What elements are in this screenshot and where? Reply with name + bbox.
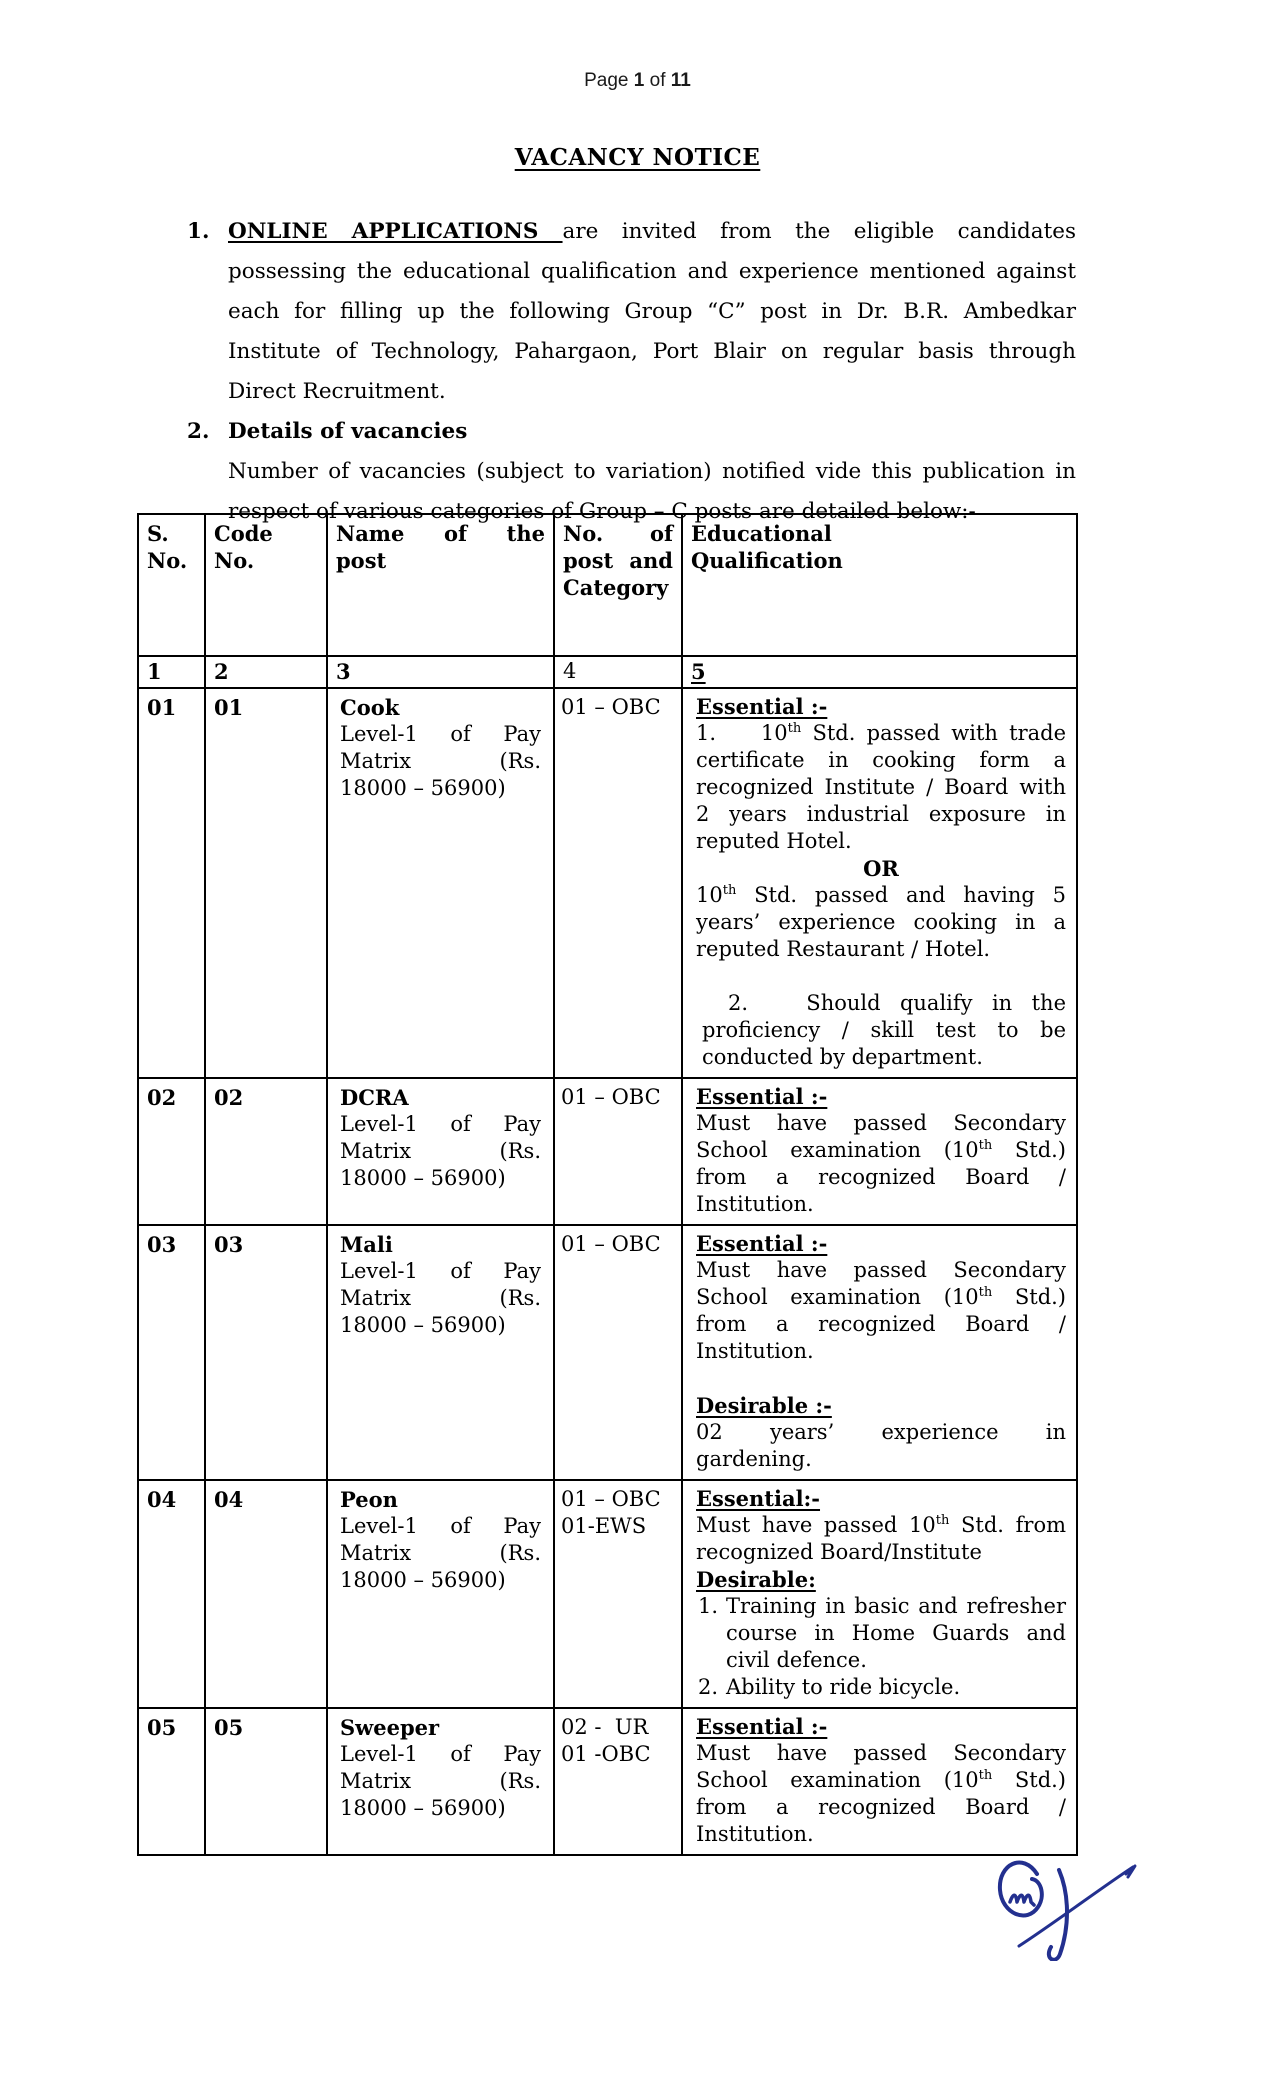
index-5: 5 bbox=[691, 659, 706, 684]
header-line: No. of bbox=[563, 521, 673, 546]
desirable-heading bbox=[696, 1566, 1066, 1593]
list-number: 2. bbox=[698, 1675, 719, 1699]
superscript: th bbox=[978, 1285, 993, 1300]
category-line: 01 -OBC bbox=[561, 1742, 651, 1766]
cell-post-name bbox=[327, 1708, 554, 1855]
header-line: Category bbox=[563, 575, 669, 600]
cell-code: 01 bbox=[205, 688, 327, 1078]
list-number: 1. bbox=[698, 1594, 719, 1618]
table-row-mali bbox=[138, 1225, 1077, 1480]
item-1-number: 1. bbox=[187, 219, 210, 244]
list-text: Training in basic and refresher course in Home Guards and civil defence. bbox=[726, 1594, 1066, 1672]
essential-label: Essential :- bbox=[696, 1231, 828, 1256]
item-1-paragraph bbox=[228, 212, 1076, 412]
pay-scale-line: Level-1 of Pay bbox=[340, 1514, 541, 1538]
qual-text: Std. passed and having 5 years’ experience cooking in a reputed Restaurant / Hotel. bbox=[696, 883, 1066, 961]
header-code bbox=[205, 514, 327, 656]
category-line: 01 – OBC bbox=[561, 1085, 661, 1109]
page-of: of bbox=[644, 70, 671, 91]
category-line: 01 – OBC bbox=[561, 695, 661, 719]
page-word: Page bbox=[584, 70, 634, 91]
online-applications-label: ONLINE APPLICATIONS bbox=[228, 219, 563, 244]
desirable-label: Desirable: bbox=[696, 1567, 816, 1592]
cell-sno: 02 bbox=[138, 1078, 205, 1225]
cell-code: 02 bbox=[205, 1078, 327, 1225]
header-line: No. bbox=[214, 548, 255, 573]
index-3: 3 bbox=[327, 656, 554, 688]
desirable-label: Desirable :- bbox=[696, 1393, 832, 1418]
qual-paragraph bbox=[696, 1257, 1066, 1365]
superscript: th bbox=[978, 1768, 993, 1783]
pay-scale-line: Matrix (Rs. bbox=[340, 1286, 541, 1310]
item-1 bbox=[187, 212, 1076, 412]
essential-label: Essential :- bbox=[696, 1084, 828, 1109]
essential-heading bbox=[696, 1713, 1066, 1740]
blank-line bbox=[696, 963, 1066, 990]
cell-sno: 05 bbox=[138, 1708, 205, 1855]
superscript: th bbox=[787, 721, 802, 736]
superscript: th bbox=[722, 883, 737, 898]
header-post-name bbox=[327, 514, 554, 656]
qual-text: Must have passed Secondary School examination (10 bbox=[696, 1111, 1066, 1162]
pay-scale-line: 18000 – 56900) bbox=[340, 1313, 506, 1337]
item-2-number: 2. bbox=[187, 419, 210, 444]
essential-label: Essential :- bbox=[696, 694, 828, 719]
page-total: 11 bbox=[670, 70, 691, 91]
pay-scale-line: Level-1 of Pay bbox=[340, 1259, 541, 1283]
post-name: Cook bbox=[340, 695, 400, 720]
pay-scale-line: Level-1 of Pay bbox=[340, 1112, 541, 1136]
category-line: 01 – OBC bbox=[561, 1487, 661, 1511]
qual-paragraph bbox=[696, 1512, 1066, 1566]
item-2-heading: Details of vacancies bbox=[228, 419, 468, 444]
qual-paragraph bbox=[696, 1110, 1066, 1218]
desirable-list-item bbox=[696, 1674, 1066, 1701]
pay-scale-line: Matrix (Rs. bbox=[340, 1541, 541, 1565]
superscript: th bbox=[978, 1138, 993, 1153]
header-line: Name of the bbox=[336, 521, 545, 546]
essential-heading bbox=[696, 1083, 1066, 1110]
pay-scale-line: Matrix (Rs. bbox=[340, 749, 541, 773]
column-index-row bbox=[138, 656, 1077, 688]
category-line: 01 – OBC bbox=[561, 1232, 661, 1256]
cell-qualification bbox=[682, 1480, 1077, 1708]
header-line: Qualification bbox=[691, 548, 843, 573]
cell-post-name bbox=[327, 1480, 554, 1708]
table-row-peon bbox=[138, 1480, 1077, 1708]
pay-scale-line: 18000 – 56900) bbox=[340, 776, 506, 800]
header-line: Code bbox=[214, 521, 273, 546]
pay-scale-line: Matrix (Rs. bbox=[340, 1769, 541, 1793]
cell-category bbox=[554, 1225, 682, 1480]
cell-qualification bbox=[682, 1708, 1077, 1855]
page-number bbox=[0, 70, 1275, 92]
vacancy-table bbox=[137, 513, 1078, 1856]
cell-code: 03 bbox=[205, 1225, 327, 1480]
index-2: 2 bbox=[205, 656, 327, 688]
header-line: Educational bbox=[691, 521, 832, 546]
essential-heading bbox=[696, 1230, 1066, 1257]
qual-text: Std.) from a recognized Board / Institution. bbox=[696, 1285, 1067, 1363]
cell-sno: 01 bbox=[138, 688, 205, 1078]
post-name: Mali bbox=[340, 1232, 393, 1257]
signature-icon bbox=[983, 1846, 1143, 1961]
superscript: th bbox=[935, 1513, 950, 1528]
pay-scale-line: Level-1 of Pay bbox=[340, 1742, 541, 1766]
qual-paragraph bbox=[696, 882, 1066, 963]
qual-text: 10 bbox=[696, 883, 723, 907]
qual-paragraph bbox=[696, 720, 1066, 855]
qual-text: Must have passed Secondary School examination (10 bbox=[696, 1741, 1066, 1792]
table-header-row bbox=[138, 514, 1077, 656]
qual-paragraph: 2. Should qualify in the proficiency / skill test to be conducted by department. bbox=[702, 991, 1066, 1069]
table-row-sweeper bbox=[138, 1708, 1077, 1855]
cell-sno: 03 bbox=[138, 1225, 205, 1480]
cell-category bbox=[554, 1480, 682, 1708]
category-line: 02 - UR bbox=[561, 1715, 649, 1739]
cell-code: 05 bbox=[205, 1708, 327, 1855]
pay-scale-line: 18000 – 56900) bbox=[340, 1568, 506, 1592]
header-line: post and bbox=[563, 548, 673, 573]
post-name: Peon bbox=[340, 1487, 398, 1512]
cell-qualification bbox=[682, 1225, 1077, 1480]
index-4: 4 bbox=[554, 656, 682, 688]
cell-post-name bbox=[327, 688, 554, 1078]
header-sno bbox=[138, 514, 205, 656]
header-line: S. bbox=[147, 521, 169, 546]
signature bbox=[983, 1846, 1143, 1961]
header-qualification bbox=[682, 514, 1077, 656]
table-row-dcra bbox=[138, 1078, 1077, 1225]
desirable-heading bbox=[696, 1392, 1066, 1419]
cell-sno: 04 bbox=[138, 1480, 205, 1708]
cell-qualification bbox=[682, 688, 1077, 1078]
pay-scale-line: Level-1 of Pay bbox=[340, 722, 541, 746]
page-title-text: VACANCY NOTICE bbox=[514, 144, 761, 171]
index-1: 1 bbox=[138, 656, 205, 688]
item-2-paragraph: Number of vacancies (subject to variation) notified vide this publication in respect of various categories of Group – C posts are detailed below:- bbox=[228, 459, 1076, 524]
post-name: DCRA bbox=[340, 1085, 409, 1110]
header-line: No. bbox=[147, 548, 188, 573]
qual-text: Must have passed 10 bbox=[696, 1513, 936, 1537]
pay-scale-line: 18000 – 56900) bbox=[340, 1166, 506, 1190]
essential-heading bbox=[696, 693, 1066, 720]
list-text: Ability to ride bicycle. bbox=[726, 1675, 961, 1699]
cell-category bbox=[554, 1078, 682, 1225]
table-row-cook bbox=[138, 688, 1077, 1078]
post-name: Sweeper bbox=[340, 1715, 440, 1740]
page-title bbox=[0, 144, 1275, 171]
item-1-text: are invited from the eligible candidates possessing the educational qualification and experience mentioned against each for filling up the following Group “C” post in Dr. B.R. Ambedkar Institute of Technology, Pahargaon, Port Blair on regular basis through Direct Recruitment. bbox=[228, 219, 1076, 404]
cell-qualification bbox=[682, 1078, 1077, 1225]
essential-label: Essential :- bbox=[696, 1714, 828, 1739]
qual-text: Std. passed with trade certificate in cooking form a recognized Institute / Board with 2 years industrial exposure in reputed Hotel. bbox=[696, 721, 1066, 853]
qual-paragraph: 02 years’ experience in gardening. bbox=[696, 1420, 1066, 1471]
qual-text: Must have passed Secondary School examination (10 bbox=[696, 1258, 1066, 1309]
category-line: 01-EWS bbox=[561, 1514, 647, 1538]
header-category bbox=[554, 514, 682, 656]
page-current: 1 bbox=[633, 70, 645, 91]
blank-line bbox=[696, 1365, 1066, 1392]
header-line: post bbox=[336, 548, 387, 573]
body-text bbox=[187, 212, 1076, 532]
qual-text: 1. 10 bbox=[696, 721, 788, 745]
qual-text: Std. from recognized Board/Institute bbox=[696, 1513, 1066, 1564]
essential-label: Essential:- bbox=[696, 1486, 821, 1511]
cell-post-name bbox=[327, 1078, 554, 1225]
cell-code: 04 bbox=[205, 1480, 327, 1708]
cell-post-name bbox=[327, 1225, 554, 1480]
desirable-list-item bbox=[696, 1593, 1066, 1674]
cell-category bbox=[554, 1708, 682, 1855]
cell-category bbox=[554, 688, 682, 1078]
qual-paragraph bbox=[696, 1740, 1066, 1848]
or-separator: OR bbox=[863, 856, 899, 881]
pay-scale-line: 18000 – 56900) bbox=[340, 1796, 506, 1820]
pay-scale-line: Matrix (Rs. bbox=[340, 1139, 541, 1163]
qual-text: Std.) from a recognized Board / Institution. bbox=[696, 1768, 1067, 1846]
essential-heading bbox=[696, 1485, 1066, 1512]
qual-text: Std.) from a recognized Board / Institution. bbox=[696, 1138, 1067, 1216]
